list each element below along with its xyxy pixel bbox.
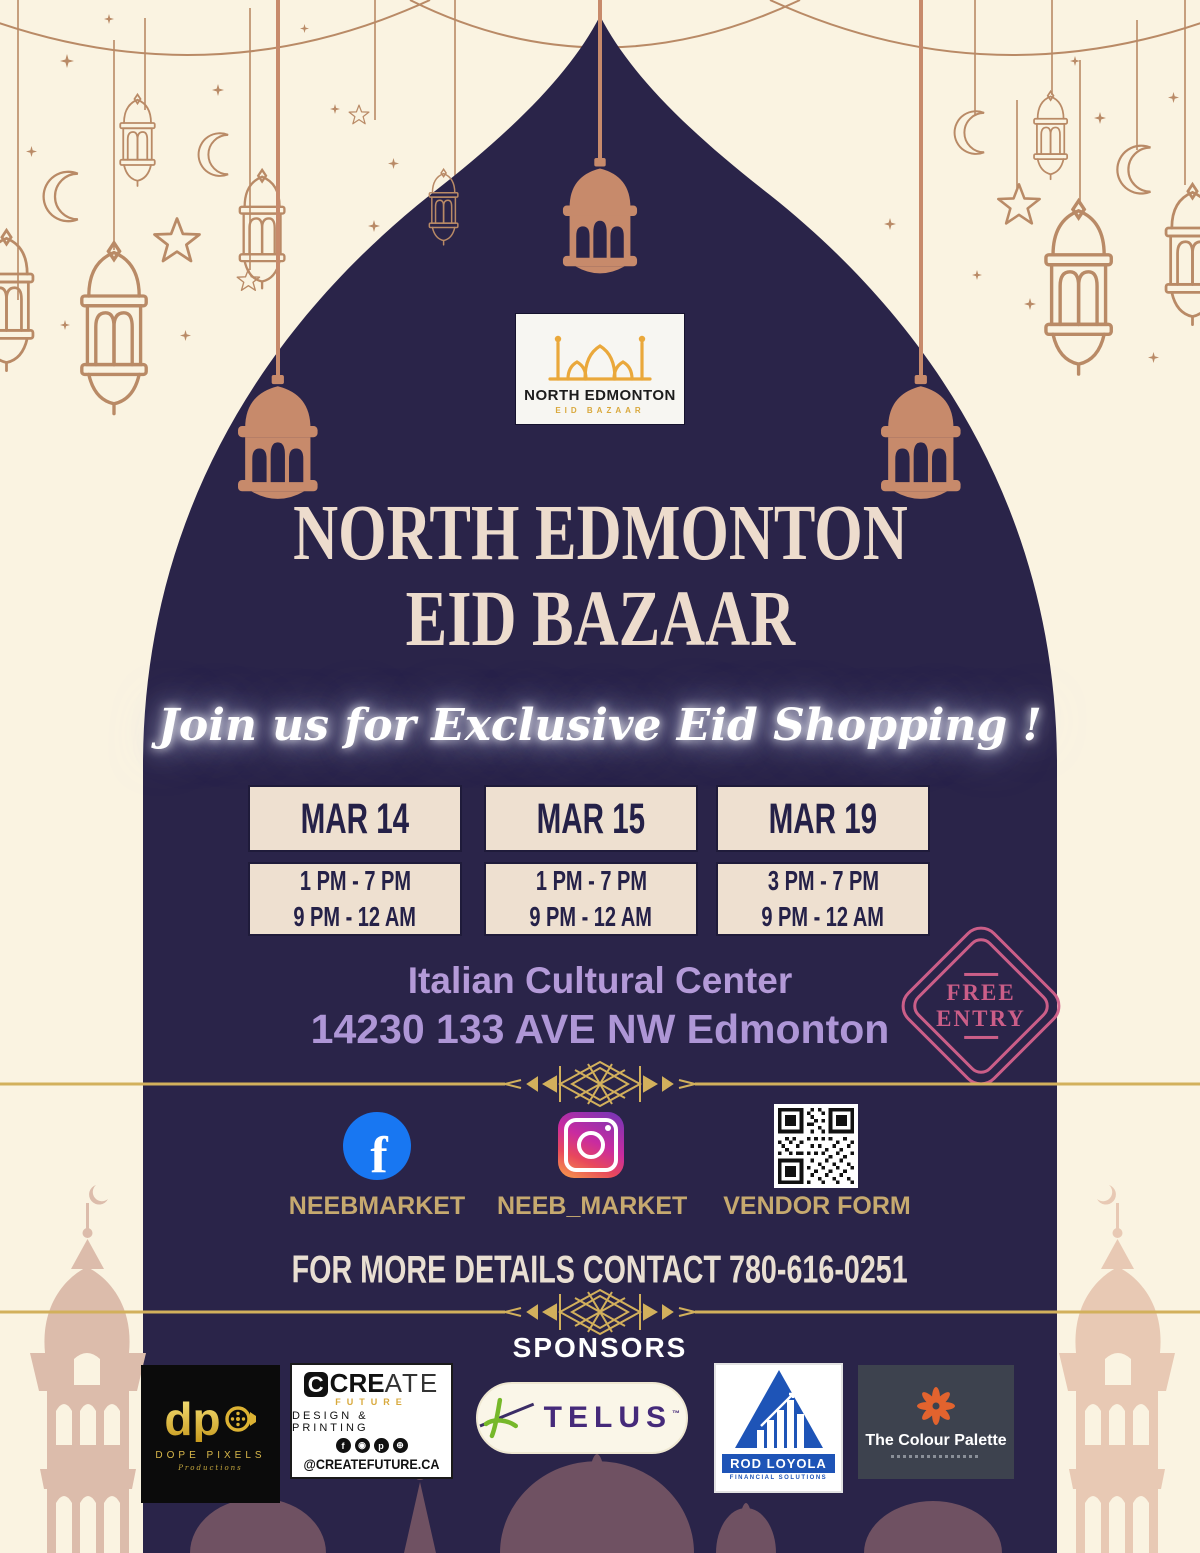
ornamental-divider-bottom — [0, 1288, 1200, 1336]
create-future-line: DESIGN & PRINTING — [292, 1410, 369, 1434]
stamp-rule-top — [964, 973, 998, 976]
event-logo — [515, 313, 685, 425]
colour-palette-flower-icon — [916, 1386, 956, 1426]
telus-t-icon — [478, 1396, 536, 1440]
page-title-line1: NORTH EDMONTON — [292, 489, 908, 577]
sponsor-create-future — [290, 1363, 453, 1479]
sponsor-dope-pixels — [141, 1365, 280, 1503]
crescent-moon-icon — [44, 172, 78, 221]
facebook-icon[interactable]: f — [343, 1112, 411, 1180]
create-future-handle: @CREATEFUTURE.CA — [303, 1456, 440, 1472]
colour-palette-name: The Colour Palette — [865, 1432, 1007, 1449]
logo-subtitle: EID BAZAAR — [555, 406, 645, 415]
schedule-date-mar14: MAR 14 — [248, 785, 462, 852]
pinterest-mini-icon: p — [374, 1438, 389, 1453]
schedule-times-mar15: 1 PM - 7 PM 9 PM - 12 AM — [484, 862, 698, 936]
tagline: Join us for Exclusive Eid Shopping ! — [158, 700, 1042, 751]
create-future-logo: C CREATE — [304, 1370, 439, 1396]
schedule-date-mar15: MAR 15 — [484, 785, 698, 852]
create-future-logo-icon: C — [304, 1372, 328, 1397]
sponsor-rod-loyola — [714, 1363, 843, 1493]
stamp-line1: FREE — [946, 980, 1016, 1006]
stamp-rule-bottom — [964, 1036, 998, 1039]
instagram-handle: NEEB_MARKET — [497, 1192, 688, 1220]
sponsor-telus — [476, 1382, 688, 1454]
stamp-line2: ENTRY — [936, 1006, 1026, 1032]
venue-name: Italian Cultural Center — [407, 960, 793, 1001]
lantern-icon — [120, 95, 155, 187]
dope-pixels-logo-icon: dp — [164, 1396, 256, 1442]
qr-code-icon[interactable] — [774, 1104, 858, 1188]
rod-loyola-logo-icon — [731, 1368, 827, 1450]
vendor-form-label: VENDOR FORM — [723, 1192, 911, 1220]
schedule-times-mar19: 3 PM - 7 PM 9 PM - 12 AM — [716, 862, 930, 936]
instagram-mini-icon: ◉ — [355, 1438, 370, 1453]
facebook-mini-icon: f — [336, 1438, 351, 1453]
star-icon — [155, 219, 200, 262]
page-title-line2: EID BAZAAR — [405, 575, 795, 663]
web-mini-icon: ⊕ — [393, 1438, 408, 1453]
instagram-icon[interactable] — [558, 1112, 624, 1178]
rod-loyola-sub: FINANCIAL SOLUTIONS — [729, 1475, 828, 1481]
venue-address: 14230 133 AVE NW Edmonton — [310, 1006, 890, 1052]
hanging-decorations — [0, 0, 1200, 560]
schedule-date-mar19: MAR 19 — [716, 785, 930, 852]
contact-line: FOR MORE DETAILS CONTACT 780-616-0251 — [291, 1247, 909, 1292]
mosque-logo-icon — [540, 329, 660, 387]
ornamental-divider-top — [0, 1060, 1200, 1108]
create-future-social-icons — [336, 1438, 408, 1453]
dope-pixels-sub: Productions — [178, 1464, 243, 1472]
facebook-handle: NEEBMARKET — [288, 1192, 466, 1220]
sponsors-heading: SPONSORS — [512, 1332, 688, 1363]
dope-pixels-name: DOPE PIXELS — [155, 1450, 266, 1461]
rod-loyola-name: ROD LOYOLA — [722, 1454, 835, 1473]
create-future-name2: FUTURE — [335, 1397, 408, 1407]
logo-title: NORTH EDMONTON — [524, 387, 676, 404]
telus-name: TELUS™ — [543, 1401, 686, 1434]
schedule-times-mar14: 1 PM - 7 PM 9 PM - 12 AM — [248, 862, 462, 936]
colour-palette-tagline — [891, 1455, 981, 1458]
sponsor-colour-palette — [858, 1365, 1014, 1479]
